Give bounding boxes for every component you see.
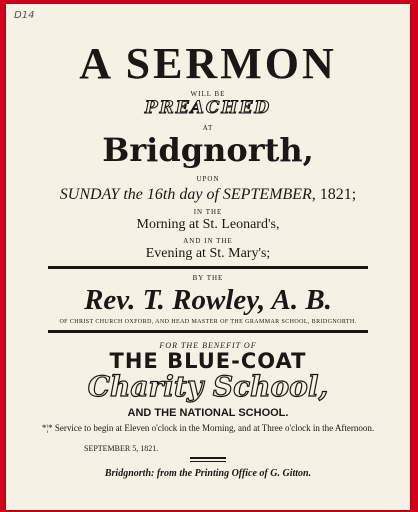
sermon-date — [6, 187, 410, 203]
national-school-text: AND THE NATIONAL SCHOOL. — [127, 407, 289, 419]
morning-service: Morning at St. Leonard's, — [136, 217, 280, 232]
divider-top — [48, 266, 368, 269]
divider-short-2 — [190, 461, 226, 462]
in-the-text: IN THE — [193, 208, 223, 216]
and-in-the-text: AND IN THE — [183, 237, 233, 245]
at-text: AT — [202, 124, 214, 132]
benefit-text: FOR THE BENEFIT OF — [159, 341, 257, 350]
upon-text: UPON — [196, 175, 220, 183]
service-times: *¦* Service to begin at Eleven o'clock in the Morning, and at Three o'clock in the Afternoon. — [41, 423, 375, 433]
shelfmark: D14 — [14, 10, 35, 21]
preacher-name: Rev. T. Rowley, A. B. — [84, 284, 332, 316]
divider-middle — [48, 330, 368, 333]
blue-coat-text: THE BLUE-COAT — [109, 349, 307, 373]
preacher-affiliation: OF CHRIST CHURCH OXFORD, AND HEAD MASTER OF THE GRAMMAR SCHOOL, BRIDGNORTH. — [59, 319, 357, 325]
printer-imprint: Bridgnorth: from the Printing Office of G. Gitton. — [104, 468, 312, 479]
charity-school-text: Charity School, — [87, 370, 329, 403]
will-be-text: WILL BE — [190, 90, 226, 98]
divider-short-1 — [190, 457, 226, 459]
by-the-text: BY THE — [192, 274, 224, 282]
notice-date: SEPTEMBER 5, 1821. — [84, 444, 159, 453]
place-name: Bridgnorth, — [102, 131, 314, 169]
sermon-date-main: SUNDAY the 16th day of SEPTEMBER, — [59, 186, 316, 203]
poster-title: A SERMON — [79, 39, 337, 88]
evening-service: Evening at St. Mary's; — [145, 246, 271, 261]
poster-sheet — [6, 4, 410, 510]
sermon-date-year: 1821; — [319, 186, 357, 203]
preached-text: PREACHED — [144, 98, 272, 118]
